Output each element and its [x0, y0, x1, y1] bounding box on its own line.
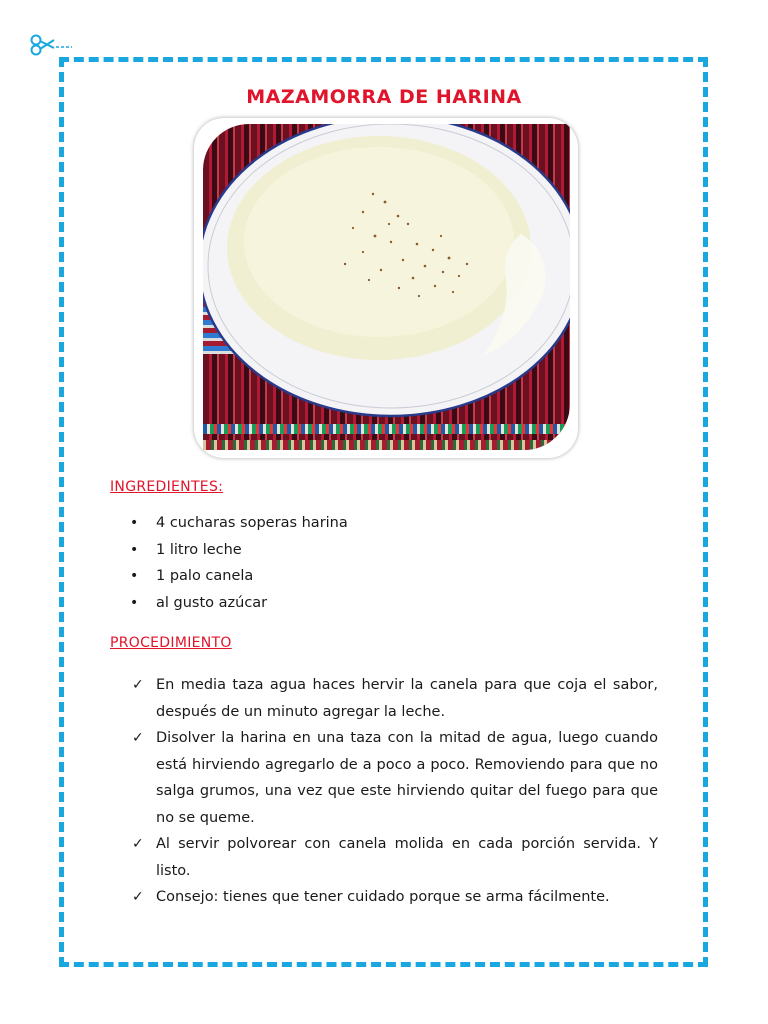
- list-item: [132, 831, 658, 884]
- list-item: [132, 725, 658, 831]
- scissors-icon: [28, 28, 72, 56]
- list-item: [132, 884, 658, 911]
- check-icon: ✓: [132, 730, 144, 746]
- procedure-heading: PROCEDIMIENTO: [110, 635, 232, 651]
- check-icon: ✓: [132, 836, 144, 852]
- check-icon: ✓: [132, 889, 144, 905]
- procedure-list: [132, 672, 658, 911]
- step-text: Disolver la harina en una taza con la mitad de agua, luego cuando está hirviendo agregarlo de a poco a poco. Removiendo para que no salga grumos, una vez que este hirviendo quitar del fuego para que no se queme.: [156, 730, 658, 826]
- list-item: • 4 cucharas soperas harina: [130, 515, 348, 542]
- list-item: [132, 672, 658, 725]
- step-text: En media taza agua haces hervir la canela para que coja el sabor, después de un minuto agregar la leche.: [156, 677, 658, 720]
- step-text: Consejo: tienes que tener cuidado porque se arma fácilmente.: [156, 889, 610, 905]
- recipe-title: MAZAMORRA DE HARINA: [246, 86, 522, 108]
- step-text: Al servir polvorear con canela molida en cada porción servida. Y listo.: [156, 836, 658, 879]
- recipe-photo: [194, 118, 578, 458]
- list-item: • 1 litro leche: [130, 542, 348, 569]
- ingredients-list: [130, 515, 348, 621]
- list-item: • 1 palo canela: [130, 568, 348, 595]
- check-icon: ✓: [132, 677, 144, 693]
- list-item: • al gusto azúcar: [130, 595, 348, 622]
- ingredients-heading: INGREDIENTES:: [110, 479, 224, 495]
